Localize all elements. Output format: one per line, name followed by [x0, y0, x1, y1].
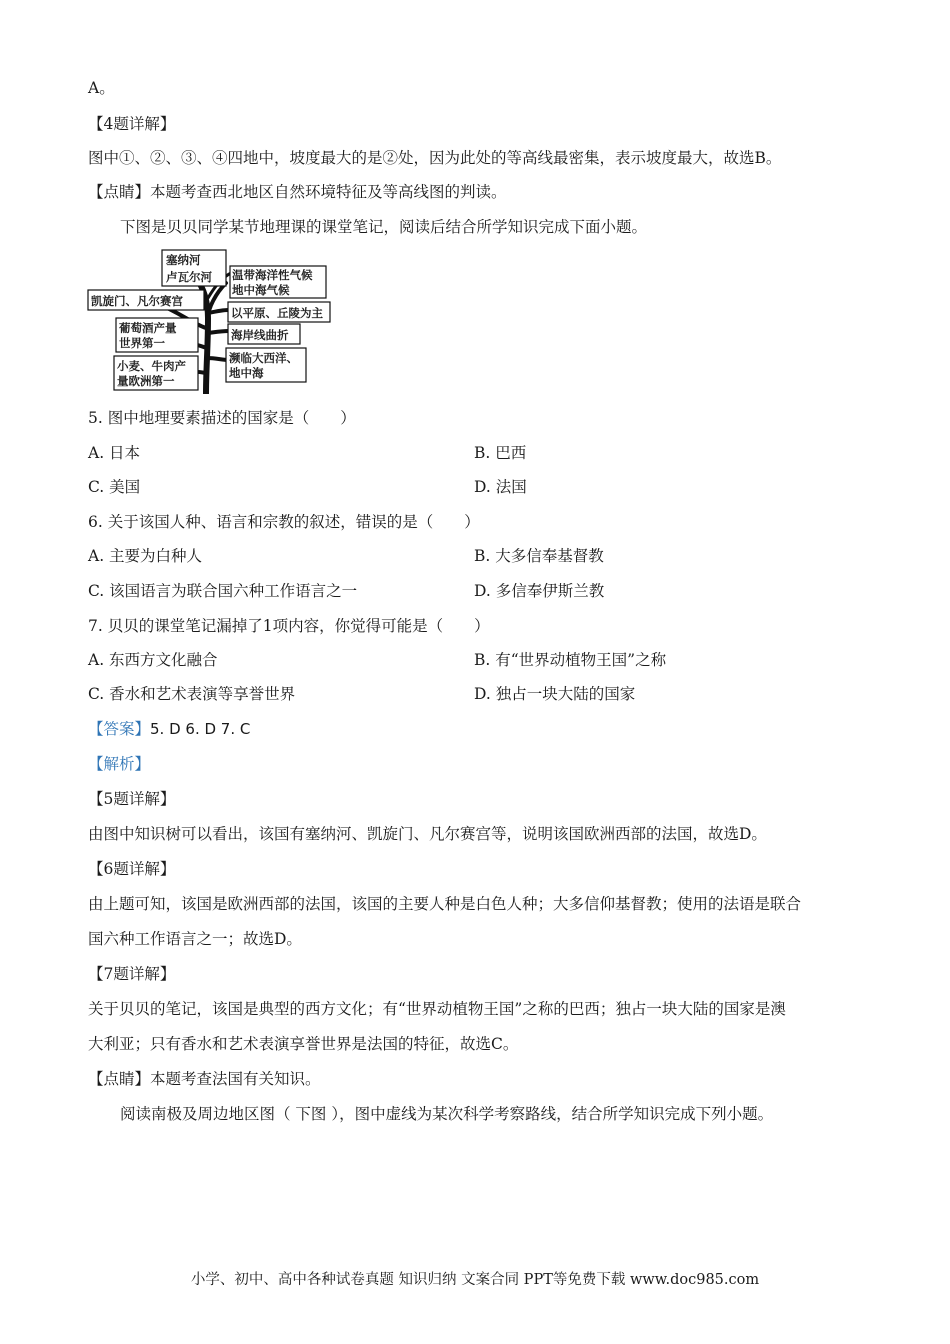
tree-label: 海岸线曲折: [231, 328, 289, 342]
q7-option-a: A. 东西方文化融合: [88, 651, 218, 669]
tree-label: 濒临大西洋、: [229, 351, 298, 365]
tip-2: [88, 1069, 321, 1089]
q7-option-b: B. 有“世界动植物王国”之称: [474, 651, 667, 669]
tree-label: 温带海洋性气候: [232, 268, 313, 282]
detail-6-title: 【6题详解】: [88, 860, 176, 878]
next-intro: 阅读南极及周边地区图（ 下图 ），图中虚线为某次科学考察路线，结合所学知识完成下列小题。: [120, 1105, 774, 1123]
detail-4-text: 图中①、②、③、④四地中，坡度最大的是②处，因为此处的等高线最密集，表示坡度最大，故选B。: [88, 149, 782, 167]
q6-option-d: D. 多信奉伊斯兰教: [474, 582, 605, 600]
q7-option-c: C. 香水和艺术表演等享誉世界: [88, 685, 296, 703]
answer-prev: A。: [88, 79, 115, 97]
q6-option-c: C. 该国语言为联合国六种工作语言之一: [88, 582, 358, 600]
q6-option-a: A. 主要为白种人: [88, 547, 203, 565]
detail-5-text: 由图中知识树可以看出，该国有塞纳河、凯旋门、凡尔赛宫等，说明该国欧洲西部的法国，故选D。: [88, 825, 767, 843]
detail-6-text-2: 国六种工作语言之一；故选D。: [88, 930, 302, 948]
tree-label: 地中海气候: [232, 283, 290, 297]
tip-2-tag: 【点睛】: [88, 1070, 151, 1088]
q7-stem: 7. 贝贝的课堂笔记漏掉了1项内容，你觉得可能是（ ）: [88, 617, 490, 635]
tree-label: 小麦、牛肉产: [117, 359, 186, 373]
detail-5-title: 【5题详解】: [88, 790, 176, 808]
tree-label: 以平原、丘陵为主: [231, 306, 323, 320]
tip-1: [88, 182, 507, 202]
q5-option-c: C. 美国: [88, 478, 141, 496]
tip-2-text: 本题考查法国有关知识。: [150, 1070, 321, 1088]
intro-text: 下图是贝贝同学某节地理课的课堂笔记，阅读后结合所学知识完成下面小题。: [120, 218, 648, 236]
tree-label: 塞纳河: [166, 253, 201, 267]
tip-1-text: 本题考查西北地区自然环境特征及等高线图的判读。: [150, 183, 507, 201]
tree-label: 葡萄酒产量: [119, 321, 177, 335]
tree-label: 凯旋门、凡尔赛宫: [91, 294, 183, 308]
page-footer: 小学、初中、高中各种试卷真题 知识归纳 文案合同 PPT等免费下载 www.doc985.com: [190, 1272, 760, 1288]
q6-option-b: B. 大多信奉基督教: [474, 547, 604, 565]
detail-7-text-2: 大利亚；只有香水和艺术表演享誉世界是法国的特征，故选C。: [88, 1035, 519, 1053]
tree-label: 量欧洲第一: [117, 374, 175, 388]
detail-6-text-1: 由上题可知，该国是欧洲西部的法国，该国的主要人种是白色人种；大多信仰基督教；使用的法语是联合: [88, 895, 802, 913]
q5-stem: 5. 图中地理要素描述的国家是（ ）: [88, 409, 356, 427]
q5-option-d: D. 法国: [474, 478, 527, 496]
answer-value: 5. D 6. D 7. C: [150, 720, 251, 738]
q7-option-d: D. 独占一块大陆的国家: [474, 685, 636, 703]
q5-option-a: A. 日本: [88, 444, 141, 462]
q6-stem: 6. 关于该国人种、语言和宗教的叙述，错误的是（ ）: [88, 513, 480, 531]
tree-label: 地中海: [229, 366, 264, 380]
answer-label: 【答案】: [88, 720, 151, 738]
tree-label: 卢瓦尔河: [166, 270, 212, 284]
knowledge-tree-figure: [86, 248, 334, 394]
tip-1-tag: 【点睛】: [88, 183, 151, 201]
tree-label: 世界第一: [119, 336, 165, 350]
detail-7-title: 【7题详解】: [88, 965, 176, 983]
analysis-label: 【解析】: [88, 755, 151, 773]
answer-line: [88, 719, 250, 739]
detail-7-text-1: 关于贝贝的笔记，该国是典型的西方文化；有“世界动植物王国”之称的巴西；独占一块大陆的国家是澳: [88, 1000, 786, 1018]
q5-option-b: B. 巴西: [474, 444, 527, 462]
detail-4-title: 【4题详解】: [88, 115, 176, 133]
